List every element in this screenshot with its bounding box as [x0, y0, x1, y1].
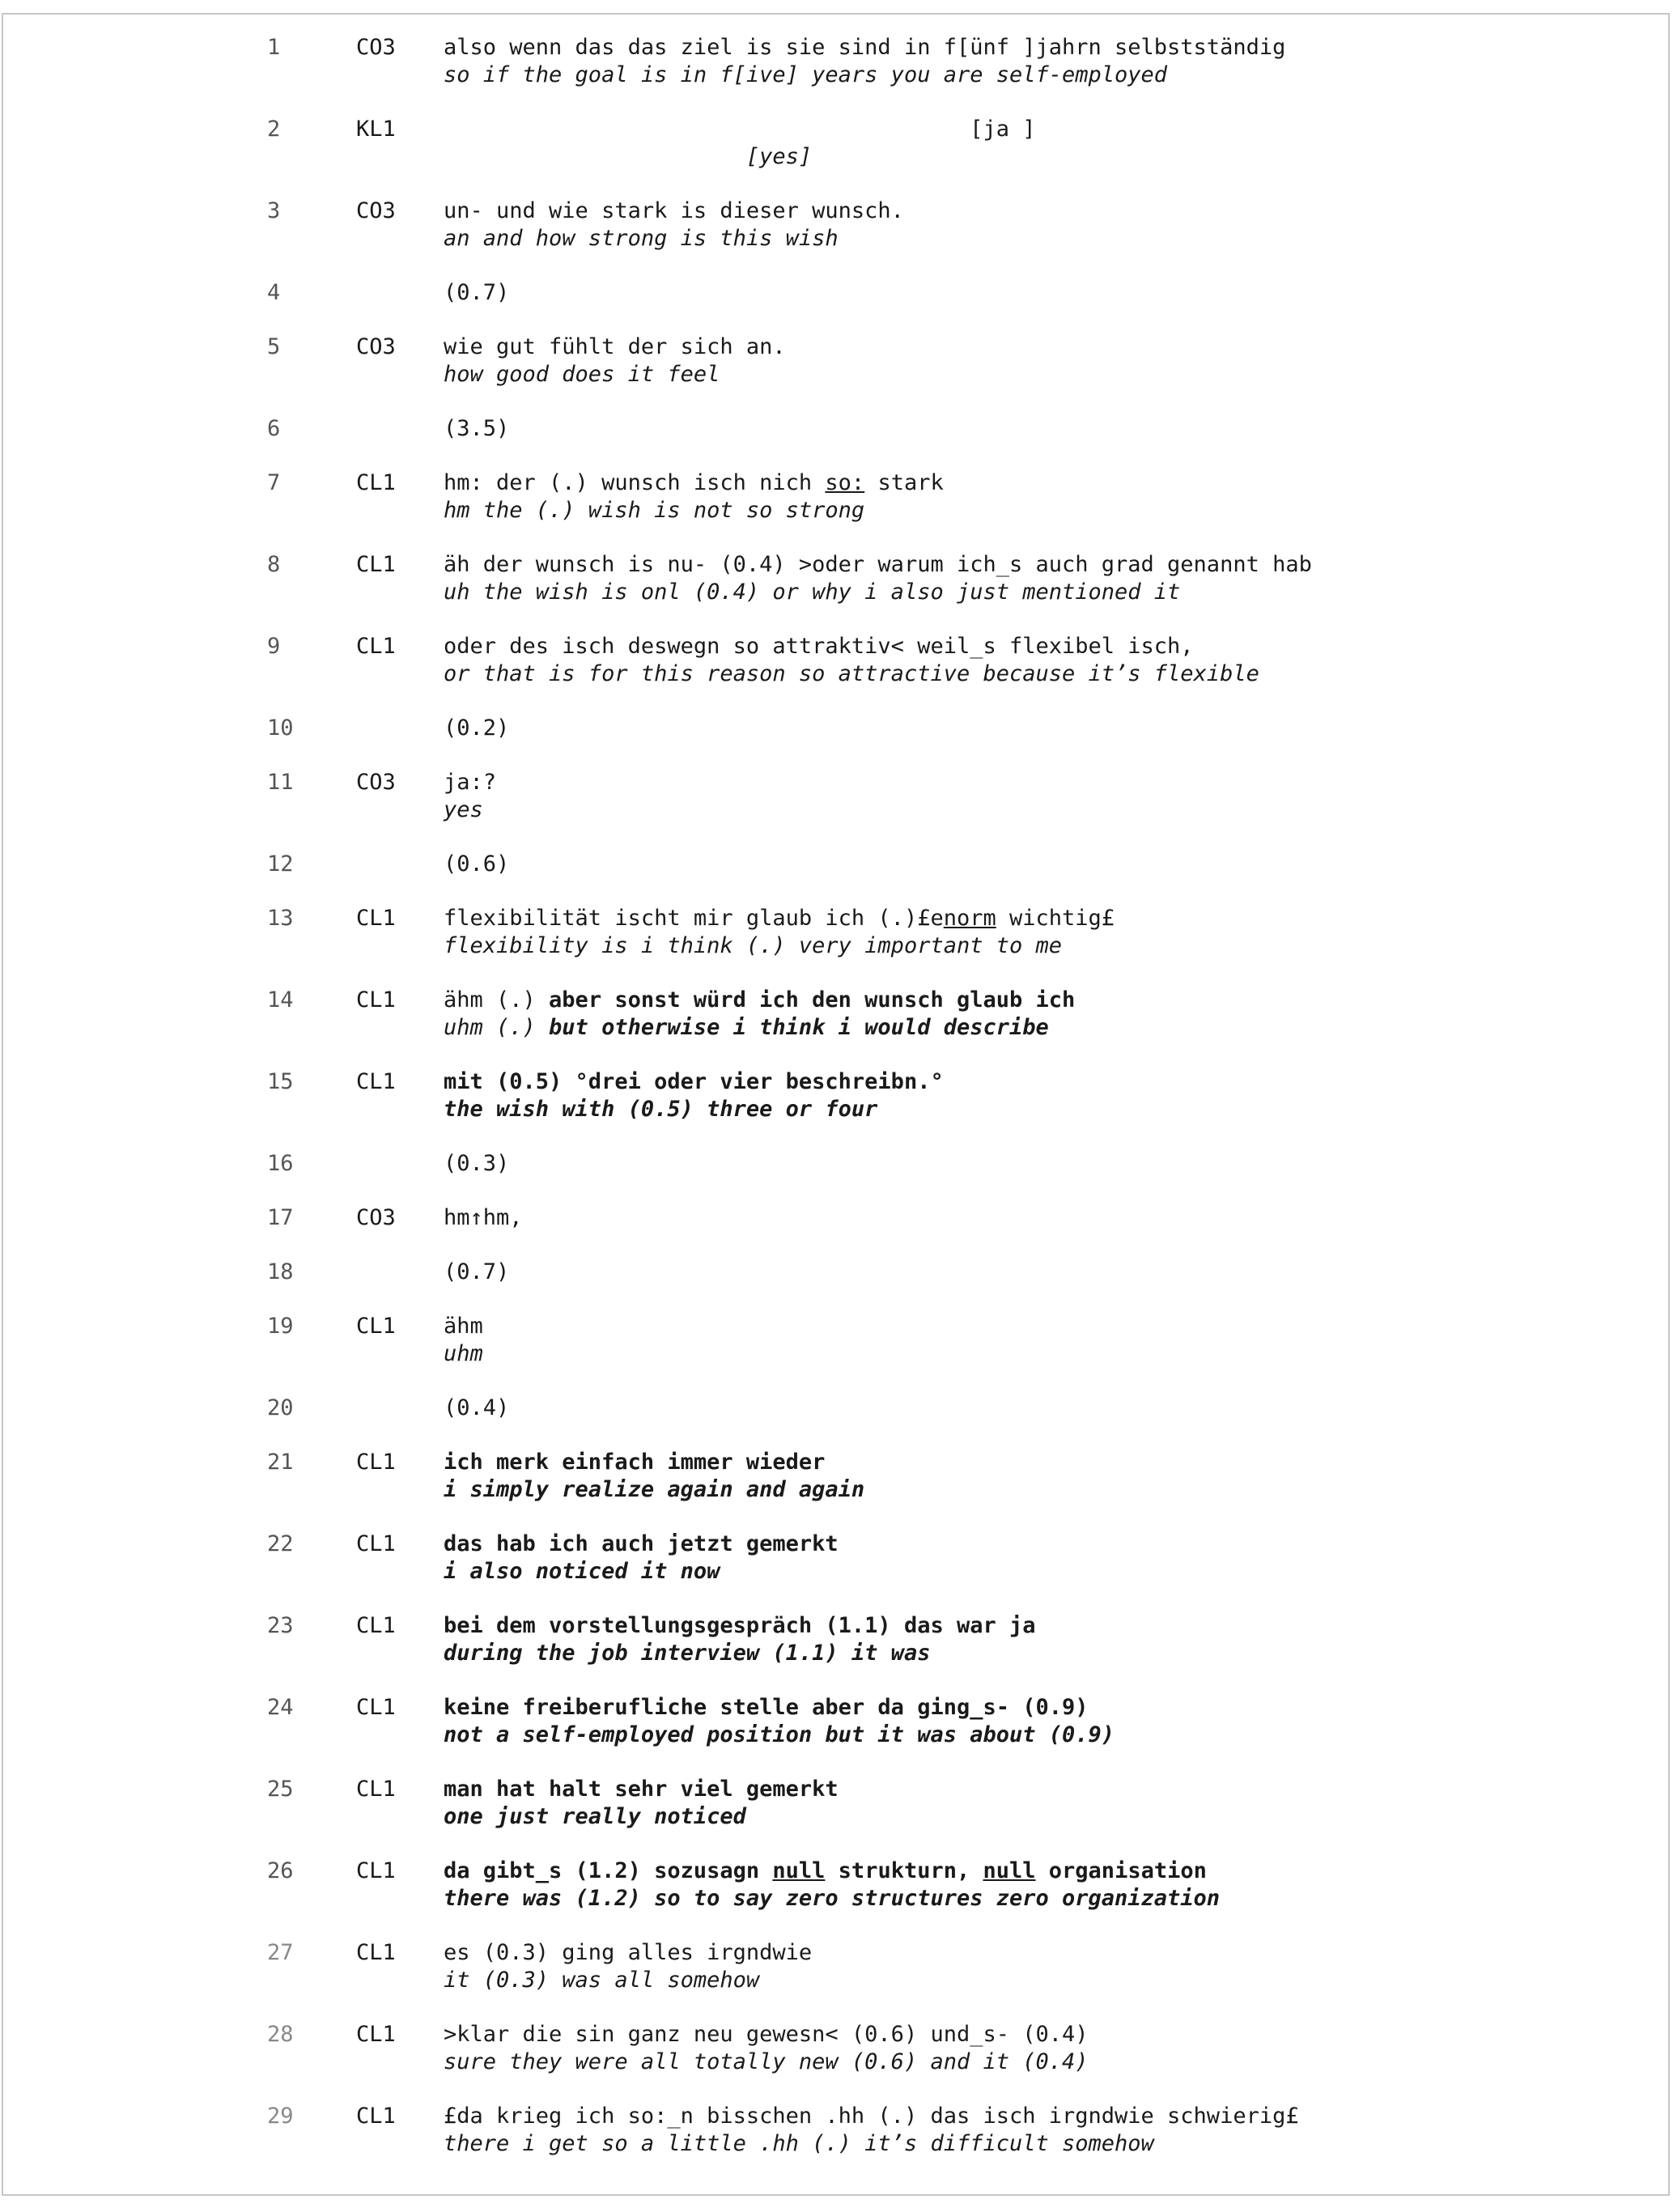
emphasis-underline: norm — [943, 906, 996, 931]
transcript-line — [0, 333, 1673, 406]
line-number: 4 — [267, 280, 281, 305]
line-number: 13 — [267, 906, 294, 931]
line-number: 3 — [267, 198, 281, 223]
translation-text: yes — [444, 797, 483, 822]
speaker-label: CL1 — [356, 987, 396, 1013]
pause-duration: (0.6) — [444, 851, 510, 877]
translation-text: uhm (.) but otherwise i think i would describe — [444, 1015, 1049, 1040]
speaker-label: CL1 — [356, 1069, 396, 1094]
transcript-line — [0, 1776, 1673, 1849]
transcript-line — [0, 469, 1673, 542]
translation-text: sure they were all totally new (0.6) and it (0.4) — [444, 2049, 1089, 2074]
line-number: 7 — [267, 470, 281, 495]
transcript-line — [0, 987, 1673, 1059]
line-number: 11 — [267, 770, 294, 795]
line-number: 12 — [267, 851, 294, 877]
translation-text: i simply realize again and again — [444, 1477, 865, 1502]
line-number: 9 — [267, 634, 281, 659]
transcript-line — [0, 197, 1673, 270]
translation-text: so if the goal is in f[ive] years you are self-employed — [444, 62, 1168, 87]
line-number: 16 — [267, 1151, 294, 1176]
original-text: man hat halt sehr viel gemerkt — [444, 1777, 839, 1802]
speaker-label: CL1 — [356, 1777, 396, 1802]
line-number: 24 — [267, 1695, 294, 1720]
line-number: 6 — [267, 416, 281, 441]
original-text: hm: der (.) wunsch isch nich so: stark — [444, 470, 944, 495]
line-number: 19 — [267, 1314, 294, 1339]
translation-text: uh the wish is onl (0.4) or why i also just mentioned it — [444, 580, 1181, 605]
original-text: [ja ] — [444, 117, 1036, 142]
original-text: äh der wunsch is nu- (0.4) >oder warum ich_s auch grad genannt hab — [444, 552, 1312, 577]
transcript-line — [0, 116, 1673, 189]
speaker-label: CL1 — [356, 1940, 396, 1965]
pause-duration: (3.5) — [444, 416, 510, 441]
translation-text: an and how strong is this wish — [444, 226, 839, 251]
emphasis-underline: so: — [825, 470, 865, 495]
speaker-label: CL1 — [356, 2104, 396, 2129]
original-text: es (0.3) ging alles irgndwie — [444, 1940, 813, 1965]
translation-text: or that is for this reason so attractive because it’s flexible — [444, 661, 1259, 686]
line-number: 1 — [267, 35, 281, 60]
original-text: oder des isch deswegn so attraktiv< weil_s flexibel isch, — [444, 634, 1194, 659]
line-number: 27 — [267, 1940, 294, 1965]
speaker-label: CL1 — [356, 1314, 396, 1339]
line-number: 2 — [267, 117, 281, 142]
original-text: bei dem vorstellungsgespräch (1.1) das war ja — [444, 1613, 1036, 1638]
speaker-label: CL1 — [356, 634, 396, 659]
line-number: 14 — [267, 987, 294, 1013]
transcript-line — [0, 905, 1673, 978]
pause-duration: (0.2) — [444, 715, 510, 741]
speaker-label: CL1 — [356, 1858, 396, 1883]
line-number: 17 — [267, 1205, 294, 1230]
speaker-label: CL1 — [356, 1450, 396, 1475]
line-number: 20 — [267, 1395, 294, 1420]
transcript-line — [0, 633, 1673, 706]
transcript-line — [0, 1939, 1673, 2012]
original-text: mit (0.5) °drei oder vier beschreibn.° — [444, 1069, 944, 1094]
line-number: 5 — [267, 334, 281, 359]
pause-duration: (0.7) — [444, 280, 510, 305]
speaker-label: CO3 — [356, 770, 396, 795]
transcript-line — [0, 1612, 1673, 1685]
pause-duration: (0.7) — [444, 1259, 510, 1284]
original-text: da gibt_s (1.2) sozusagn null strukturn, null organisation — [444, 1858, 1207, 1883]
line-number: 18 — [267, 1259, 294, 1284]
translation-text: [yes] — [444, 144, 813, 169]
original-text: ja:? — [444, 770, 497, 795]
transcript-line — [0, 2103, 1673, 2176]
line-number: 25 — [267, 1777, 294, 1802]
speaker-label: KL1 — [356, 117, 396, 142]
speaker-label: CL1 — [356, 1531, 396, 1556]
translation-text: during the job interview (1.1) it was — [444, 1641, 931, 1666]
original-text: also wenn das das ziel is sie sind in f[ünf ]jahrn selbstständig — [444, 35, 1286, 60]
original-text: ich merk einfach immer wieder — [444, 1450, 826, 1475]
translation-text: the wish with (0.5) three or four — [444, 1097, 878, 1122]
speaker-label: CO3 — [356, 1205, 396, 1230]
line-number: 28 — [267, 2022, 294, 2047]
transcript-line — [0, 2021, 1673, 2094]
line-number: 10 — [267, 715, 294, 741]
original-text: un- und wie stark is dieser wunsch. — [444, 198, 904, 223]
transcript-line — [0, 1449, 1673, 1522]
line-number: 22 — [267, 1531, 294, 1556]
bold-segment: aber sonst würd ich den wunsch glaub ich — [549, 987, 1076, 1013]
speaker-label: CO3 — [356, 198, 396, 223]
transcript-line — [0, 769, 1673, 842]
emphasis-underline: null — [772, 1858, 826, 1883]
speaker-label: CL1 — [356, 906, 396, 931]
line-number: 8 — [267, 552, 281, 577]
original-text: flexibilität ischt mir glaub ich (.)£enorm wichtig£ — [444, 906, 1115, 931]
line-number: 15 — [267, 1069, 294, 1094]
speaker-label: CL1 — [356, 470, 396, 495]
translation-text: it (0.3) was all somehow — [444, 1968, 760, 1993]
bold-segment: but otherwise i think i would describe — [549, 1015, 1049, 1040]
transcript-line — [0, 1694, 1673, 1767]
transcript-line — [0, 1068, 1673, 1141]
pause-duration: (0.3) — [444, 1151, 510, 1176]
original-text: ähm (.) aber sonst würd ich den wunsch glaub ich — [444, 987, 1076, 1013]
original-text: das hab ich auch jetzt gemerkt — [444, 1531, 839, 1556]
translation-text: there i get so a little .hh (.) it’s difficult somehow — [444, 2131, 1154, 2156]
translation-text: i also noticed it now — [444, 1559, 720, 1584]
line-number: 26 — [267, 1858, 294, 1883]
original-text: ähm — [444, 1314, 483, 1339]
translation-text: how good does it feel — [444, 362, 720, 387]
transcript-line — [0, 551, 1673, 624]
translation-text: flexibility is i think (.) very important to me — [444, 933, 1063, 958]
speaker-label: CO3 — [356, 334, 396, 359]
translation-text: not a self-employed position but it was about (0.9) — [444, 1722, 1115, 1747]
speaker-label: CO3 — [356, 35, 396, 60]
transcript-line — [0, 1857, 1673, 1930]
line-number: 23 — [267, 1613, 294, 1638]
speaker-label: CL1 — [356, 552, 396, 577]
original-text: >klar die sin ganz neu gewesn< (0.6) und_s- (0.4) — [444, 2022, 1089, 2047]
line-number: 29 — [267, 2104, 294, 2129]
transcript-line — [0, 1313, 1673, 1386]
pause-duration: (0.4) — [444, 1395, 510, 1420]
translation-text: uhm — [444, 1341, 483, 1366]
translation-text: there was (1.2) so to say zero structures zero organization — [444, 1886, 1221, 1911]
line-number: 21 — [267, 1450, 294, 1475]
original-text: hm↑hm, — [444, 1205, 523, 1230]
transcript-line — [0, 1531, 1673, 1603]
original-text: £da krieg ich so:_n bisschen .hh (.) das isch irgndwie schwierig£ — [444, 2104, 1299, 2129]
translation-text: hm the (.) wish is not so strong — [444, 498, 865, 523]
transcript-line — [0, 34, 1673, 107]
translation-text: one just really noticed — [444, 1804, 746, 1829]
speaker-label: CL1 — [356, 1695, 396, 1720]
original-text: wie gut fühlt der sich an. — [444, 334, 786, 359]
speaker-label: CL1 — [356, 1613, 396, 1638]
original-text: keine freiberufliche stelle aber da ging_s- (0.9) — [444, 1695, 1089, 1720]
speaker-label: CL1 — [356, 2022, 396, 2047]
emphasis-underline: null — [983, 1858, 1036, 1883]
